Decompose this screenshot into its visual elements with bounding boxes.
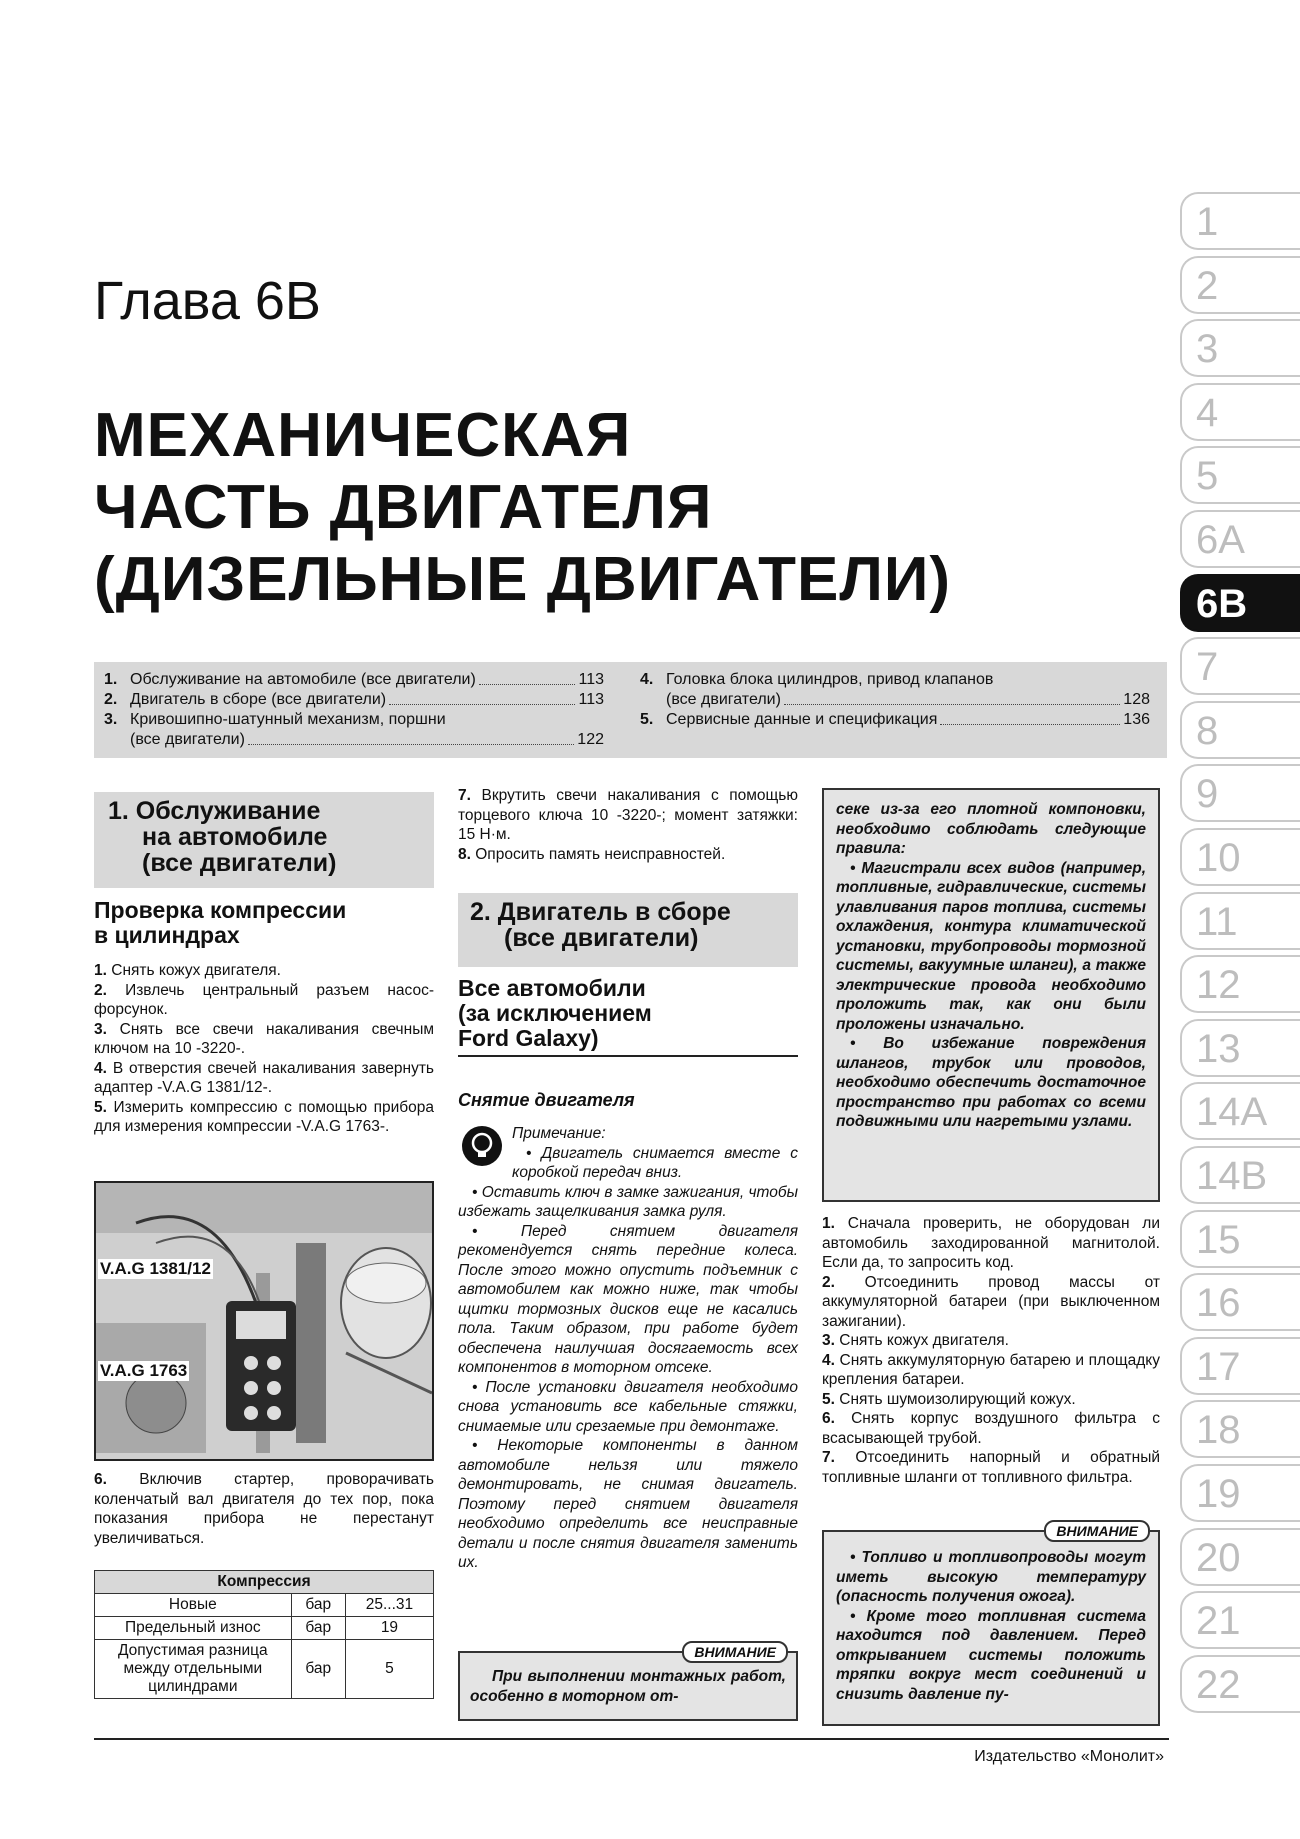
title-line-3: (ДИЗЕЛЬНЫЕ ДВИГАТЕЛИ) (94, 545, 952, 614)
warning-label: ВНИМАНИЕ (1044, 1520, 1150, 1542)
chapter-tab-15[interactable]: 15 (1180, 1210, 1300, 1268)
chapter-tab-19[interactable]: 19 (1180, 1464, 1300, 1522)
removal-steps (822, 1214, 1160, 1487)
step: 5. Измерить компрессию с помощью прибора для измерения компрессии -V.A.G 1763-. (94, 1098, 434, 1135)
steps-7-8: 7. Вкрутить свечи накаливания с помощью торцевого ключа 10 -3220-; момент затяжки: 15 Н·м. 8. Опросить память неисправностей. (458, 787, 798, 863)
compression-table (94, 1570, 434, 1699)
step: 2. Отсоединить провод массы от аккумуляторной батареи (при выключенном зажигании). (822, 1273, 1160, 1330)
toc-entry: (все двигатели) 122 (130, 731, 604, 748)
step: 3. Снять кожух двигателя. (822, 1332, 1009, 1349)
chapter-tab-16[interactable]: 16 (1180, 1273, 1300, 1331)
chapter-tab-8[interactable]: 8 (1180, 701, 1300, 759)
step: 6. Снять корпус воздушного фильтра с всасывающей трубой. (822, 1410, 1160, 1447)
chapter-tab-4[interactable]: 4 (1180, 383, 1300, 441)
chapter-tab-11[interactable]: 11 (1180, 892, 1300, 950)
chapter-tab-21[interactable]: 21 (1180, 1591, 1300, 1649)
toc-entry: 3. Кривошипно-шатунный механизм, поршни (104, 711, 446, 728)
chapter-tab-7[interactable]: 7 (1180, 637, 1300, 695)
chapter-tab-20[interactable]: 20 (1180, 1528, 1300, 1586)
step: 1. Снять кожух двигателя. (94, 962, 281, 979)
step: 4. В отверстия свечей накаливания завернуть адаптер -V.A.G 1381/12-. (94, 1059, 434, 1096)
chapter-label: Глава 6B (94, 271, 321, 331)
step: 5. Снять шумоизолирующий кожух. (822, 1390, 1076, 1408)
figure-label-adapter: V.A.G 1381/12 (100, 1259, 211, 1278)
step: 1. Сначала проверить, не оборудован ли автомобиль заходированной магнитолой. Если да, то запросить код. (822, 1215, 1161, 1271)
toc-entry: 5. Сервисные данные и спецификация 136 (640, 711, 1150, 728)
step: 4. Снять аккумуляторную батарею и площадку крепления батареи. (822, 1351, 1160, 1388)
table-row: Допустимая разница между отдельными цилиндрами бар 5 (95, 1640, 434, 1699)
divider (458, 1055, 798, 1057)
chapter-tab-14b[interactable]: 14B (1180, 1146, 1300, 1204)
table-row: Предельный износ бар 19 (95, 1617, 434, 1640)
engine-figure (94, 1181, 434, 1461)
footer-rule (94, 1738, 1169, 1740)
compression-check-heading: Проверка компрессии в цилиндрах (94, 897, 347, 948)
engine-removal-heading: Снятие двигателя (458, 1090, 635, 1110)
toc-entry: 1. Обслуживание на автомобиле (все двигатели) 113 (104, 671, 604, 688)
engine-photo-illustration (96, 1183, 432, 1459)
warning-label: ВНИМАНИЕ (682, 1641, 788, 1663)
publisher-footer: Издательство «Монолит» (974, 1748, 1164, 1765)
step: 7. Отсоединить напорный и обратный топливные шланги от топливного фильтра. (822, 1449, 1160, 1486)
warning-box: ВНИМАНИЕ При выполнении монтажных работ, особенно в моторном от- (458, 1651, 798, 1721)
title-line-1: МЕХАНИЧЕСКАЯ (94, 401, 632, 470)
chapter-tab-5[interactable]: 5 (1180, 446, 1300, 504)
chapter-tab-10[interactable]: 10 (1180, 828, 1300, 886)
warning-box-continued: секе из-за его плотной компоновки, необходимо соблюдать следующие правила: • Магистрали всех видов (например, топливные, гидравлические, системы улавливания паров топлива, системы охлаждения, контура климатической установки, трубопроводы тормозной системы, вакуумные шланги), а также электрические провода необходимо проложить так, как они были проложены изначально. • Во избежание повреждения шлангов, трубок или проводов, необходимо обеспечить достаточное пространство при работах со всеми подвижными или нагретыми узлами. (822, 788, 1160, 1202)
chapter-tab-14a[interactable]: 14A (1180, 1082, 1300, 1140)
chapter-tab-6b[interactable]: 6B (1180, 574, 1300, 632)
chapter-tab-9[interactable]: 9 (1180, 764, 1300, 822)
step-6: 6. Включив стартер, проворачивать коленчатый вал двигателя до тех пор, пока показания прибора не перестанут увеличиваться. (94, 1471, 435, 1547)
chapter-tab-17[interactable]: 17 (1180, 1337, 1300, 1395)
chapter-tab-18[interactable]: 18 (1180, 1400, 1300, 1458)
compression-steps (94, 961, 434, 1137)
chapter-tab-2[interactable]: 2 (1180, 256, 1300, 314)
chapter-tab-3[interactable]: 3 (1180, 319, 1300, 377)
chapter-tab-13[interactable]: 13 (1180, 1019, 1300, 1077)
section-2-heading: 2. Двигатель в сборе (все двигатели) (458, 893, 798, 967)
table-of-contents (94, 662, 1167, 758)
all-vehicles-heading: Все автомобили (за исключением Ford Galaxy) (458, 975, 652, 1051)
table-row: Новые бар 25...31 (95, 1594, 434, 1617)
note-block: Примечание: • Двигатель снимается вместе с коробкой передач вниз. • Оставить ключ в замке зажигания, чтобы избежать защелкивания замка руля. • Перед снятием двигателя рекомендуется снять передние колеса. После этого можно опустить подъемник с автомобилем как можно ниже, так чтобы щитки тормозных дисков еще не касались пола. Таким образом, при работе будет обеспечена наилучшая досягаемость всех компонентов в моторном отсеке. • После установки двигателя необходимо снова установить все кабельные стяжки, снимаемые или срезаемые при демонтаже. • Некоторые компоненты в данном автомобиле нельзя или тяжело демонтировать, не снимая двигатель. Поэтому перед снятием двигателя необходимо определить все неисправные детали и после снятия двигателя заменить их. (458, 1125, 798, 1571)
chapter-tab-22[interactable]: 22 (1180, 1655, 1300, 1713)
page-title (94, 400, 951, 616)
toc-entry: 2. Двигатель в сборе (все двигатели) 113 (104, 691, 604, 708)
chapter-tab-6a[interactable]: 6A (1180, 510, 1300, 568)
title-line-2: ЧАСТЬ ДВИГАТЕЛЯ (94, 473, 713, 542)
toc-entry: (все двигатели) 128 (666, 691, 1150, 708)
step: 3. Снять все свечи накаливания свечным ключом на 10 -3220-. (94, 1020, 434, 1057)
table-header: Компрессия (95, 1571, 434, 1594)
chapter-tab-12[interactable]: 12 (1180, 955, 1300, 1013)
toc-entry: 4. Головка блока цилиндров, привод клапанов (640, 671, 994, 688)
step: 2. Извлечь центральный разъем насос-форсунок. (94, 981, 434, 1018)
section-1-heading: 1. Обслуживание на автомобиле (все двигатели) (94, 792, 434, 888)
figure-label-gauge: V.A.G 1763 (100, 1361, 188, 1380)
chapter-tab-1[interactable]: 1 (1180, 192, 1300, 250)
fuel-warning-box: ВНИМАНИЕ • Топливо и топливопроводы могут иметь высокую температуру (опасность получения ожога). • Кроме того топливная система находится под давлением. Перед открыванием системы положить тряпки вокруг мест соединений и снизить давление пу- (822, 1530, 1160, 1726)
